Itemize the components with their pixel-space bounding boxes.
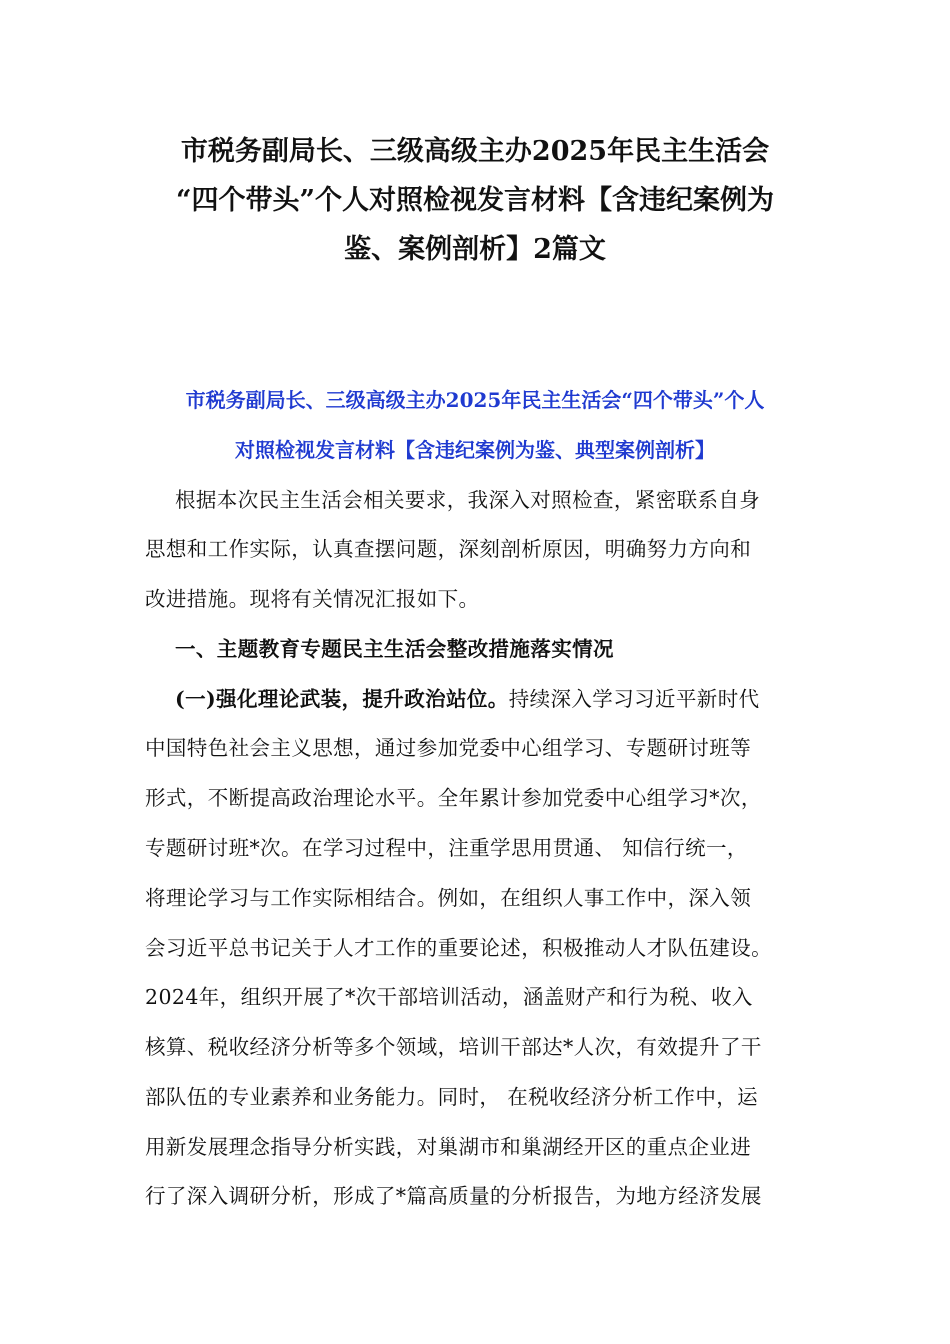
article-subtitle-line: 市税务副局长、三级高级主办2025年民主生活会“四个带头”个人	[185, 388, 765, 412]
paragraph-line: 2024年，组织开展了*次干部培训活动，涵盖财产和行为税、收入	[145, 985, 753, 1009]
intro-paragraph-line: 根据本次民主生活会相关要求，我深入对照检查，紧密联系自身	[175, 488, 761, 512]
subsection-first-line	[175, 685, 760, 713]
paragraph-text: 持续深入学习习近平新时代	[508, 687, 760, 711]
intro-paragraph-line: 改进措施。现将有关情况汇报如下。	[145, 587, 480, 611]
intro-paragraph-line: 思想和工作实际，认真查摆问题，深刻剖析原因，明确努力方向和	[145, 537, 752, 561]
document-title-line: 鉴、案例剖析】2篇文	[344, 234, 606, 265]
document-title-line: “四个带头”个人对照检视发言材料【含违纪案例为	[175, 185, 775, 216]
paragraph-line: 专题研讨班*次。在学习过程中，注重学思用贯通、 知信行统一，	[145, 836, 748, 860]
paragraph-line: 将理论学习与工作实际相结合。例如，在组织人事工作中，深入领	[145, 886, 752, 910]
subsection-heading: (一)强化理论武装，提升政治站位。	[175, 687, 509, 711]
section-heading: 一、主题教育专题民主生活会整改措施落实情况	[175, 637, 614, 661]
paragraph-line: 用新发展理念指导分析实践，对巢湖市和巢湖经开区的重点企业进	[145, 1135, 752, 1159]
paragraph-line: 形式，不断提高政治理论水平。全年累计参加党委中心组学习*次，	[145, 786, 762, 810]
paragraph-line: 行了深入调研分析，形成了*篇高质量的分析报告，为地方经济发展	[145, 1184, 762, 1208]
document-title-line: 市税务副局长、三级高级主办2025年民主生活会	[180, 136, 770, 167]
paragraph-line: 会习近平总书记关于人才工作的重要论述，积极推动人才队伍建设。	[145, 936, 772, 960]
paragraph-line: 中国特色社会主义思想，通过参加党委中心组学习、专题研讨班等	[145, 736, 752, 760]
article-subtitle-line: 对照检视发言材料【含违纪案例为鉴、典型案例剖析】	[235, 438, 715, 462]
paragraph-line: 核算、税收经济分析等多个领域，培训干部达*人次，有效提升了干	[145, 1035, 762, 1059]
paragraph-line: 部队伍的专业素养和业务能力。同时， 在税收经济分析工作中，运	[145, 1085, 759, 1109]
